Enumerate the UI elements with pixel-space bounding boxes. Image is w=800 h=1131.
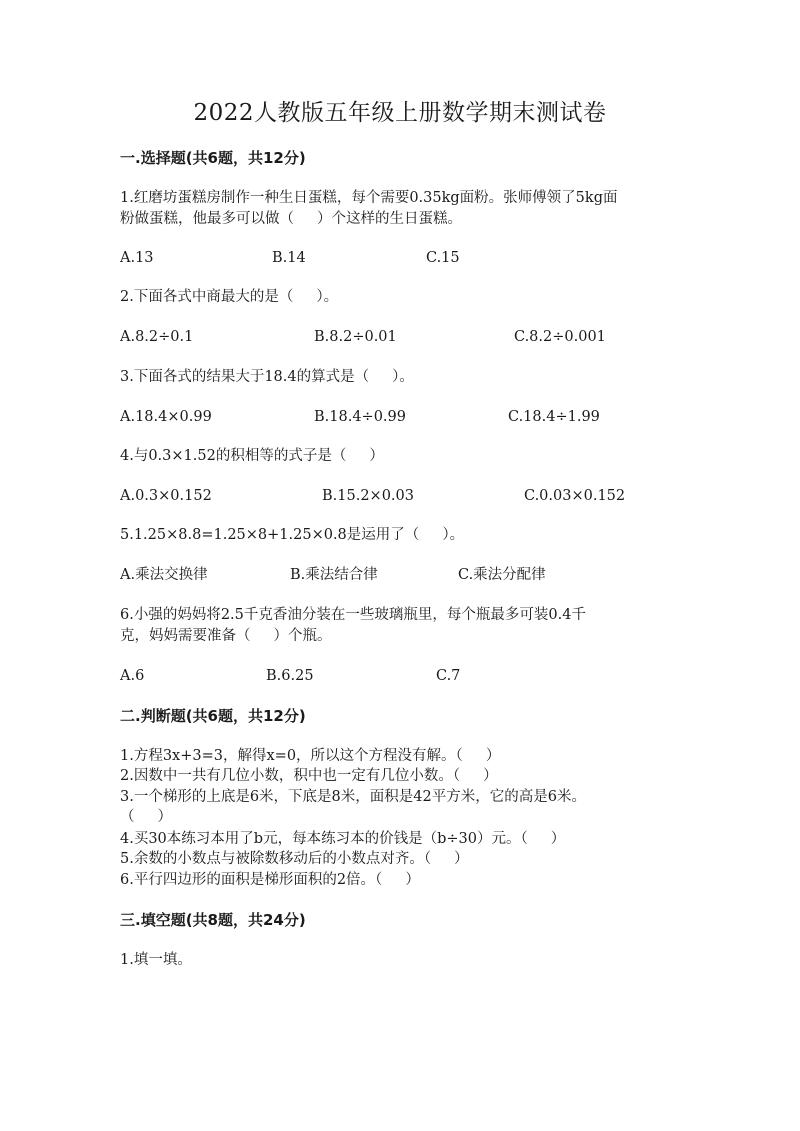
judgement-line: （ ）: [120, 809, 173, 825]
section-heading-fill-in: 三.填空题(共8题，共24分): [120, 911, 306, 929]
answer-option: B.乘法结合律: [290, 567, 378, 583]
section-heading-choice: 一.选择题(共6题，共12分): [120, 149, 306, 167]
answer-option: B.8.2÷0.01: [314, 329, 397, 345]
question-line: 4.与0.3×1.52的积相等的式子是（ ）: [120, 448, 384, 464]
question-line: 5.1.25×8.8=1.25×8+1.25×0.8是运用了（ ）。: [120, 527, 465, 543]
question-line: 粉做蛋糕，他最多可以做（ ）个这样的生日蛋糕。: [120, 211, 463, 227]
answer-option: C.乘法分配律: [458, 567, 546, 583]
section-heading-judgement: 二.判断题(共6题，共12分): [120, 707, 306, 725]
answer-option: A.18.4×0.99: [120, 409, 212, 425]
answer-option: C.8.2÷0.001: [514, 329, 606, 345]
judgement-line: 5.余数的小数点与被除数移动后的小数点对齐。（ ）: [120, 851, 469, 867]
question-line: 3.下面各式的结果大于18.4的算式是（ ）。: [120, 369, 414, 385]
answer-option: C.18.4÷1.99: [508, 409, 600, 425]
answer-option: B.15.2×0.03: [322, 488, 414, 504]
answer-option: C.0.03×0.152: [524, 488, 626, 504]
judgement-line: 2.因数中一共有几位小数，积中也一定有几位小数。（ ）: [120, 768, 498, 784]
answer-option: A.0.3×0.152: [120, 488, 212, 504]
judgement-line: 3.一个梯形的上底是6米，下底是8米，面积是42平方米，它的高是6米。: [120, 789, 586, 805]
question-line: 2.下面各式中商最大的是（ ）。: [120, 289, 339, 305]
document-title: 2022人教版五年级上册数学期末测试卷: [193, 100, 607, 126]
answer-option: A.8.2÷0.1: [120, 329, 194, 345]
answer-option: B.6.25: [266, 668, 314, 684]
judgement-line: 6.平行四边形的面积是梯形面积的2倍。（ ）: [120, 872, 420, 888]
question-line: 1.填一填。: [120, 952, 192, 968]
judgement-line: 4.买30本练习本用了b元，每本练习本的价钱是（b÷30）元。（ ）: [120, 831, 566, 847]
answer-option: A.乘法交换律: [120, 567, 208, 583]
question-line: 6.小强的妈妈将2.5千克香油分装在一些玻璃瓶里，每个瓶最多可装0.4千: [120, 607, 586, 623]
answer-option: B.18.4÷0.99: [314, 409, 406, 425]
question-line: 1.红磨坊蛋糕房制作一种生日蛋糕，每个需要0.35kg面粉。张师傅领了5kg面: [120, 190, 618, 206]
answer-option: A.13: [120, 250, 154, 266]
answer-option: C.15: [426, 250, 460, 266]
question-line: 克，妈妈需要准备（ ）个瓶。: [120, 628, 332, 644]
answer-option: B.14: [272, 250, 306, 266]
answer-option: C.7: [436, 668, 461, 684]
judgement-line: 1.方程3x+3=3，解得x=0，所以这个方程没有解。（ ）: [120, 748, 501, 764]
answer-option: A.6: [120, 668, 145, 684]
